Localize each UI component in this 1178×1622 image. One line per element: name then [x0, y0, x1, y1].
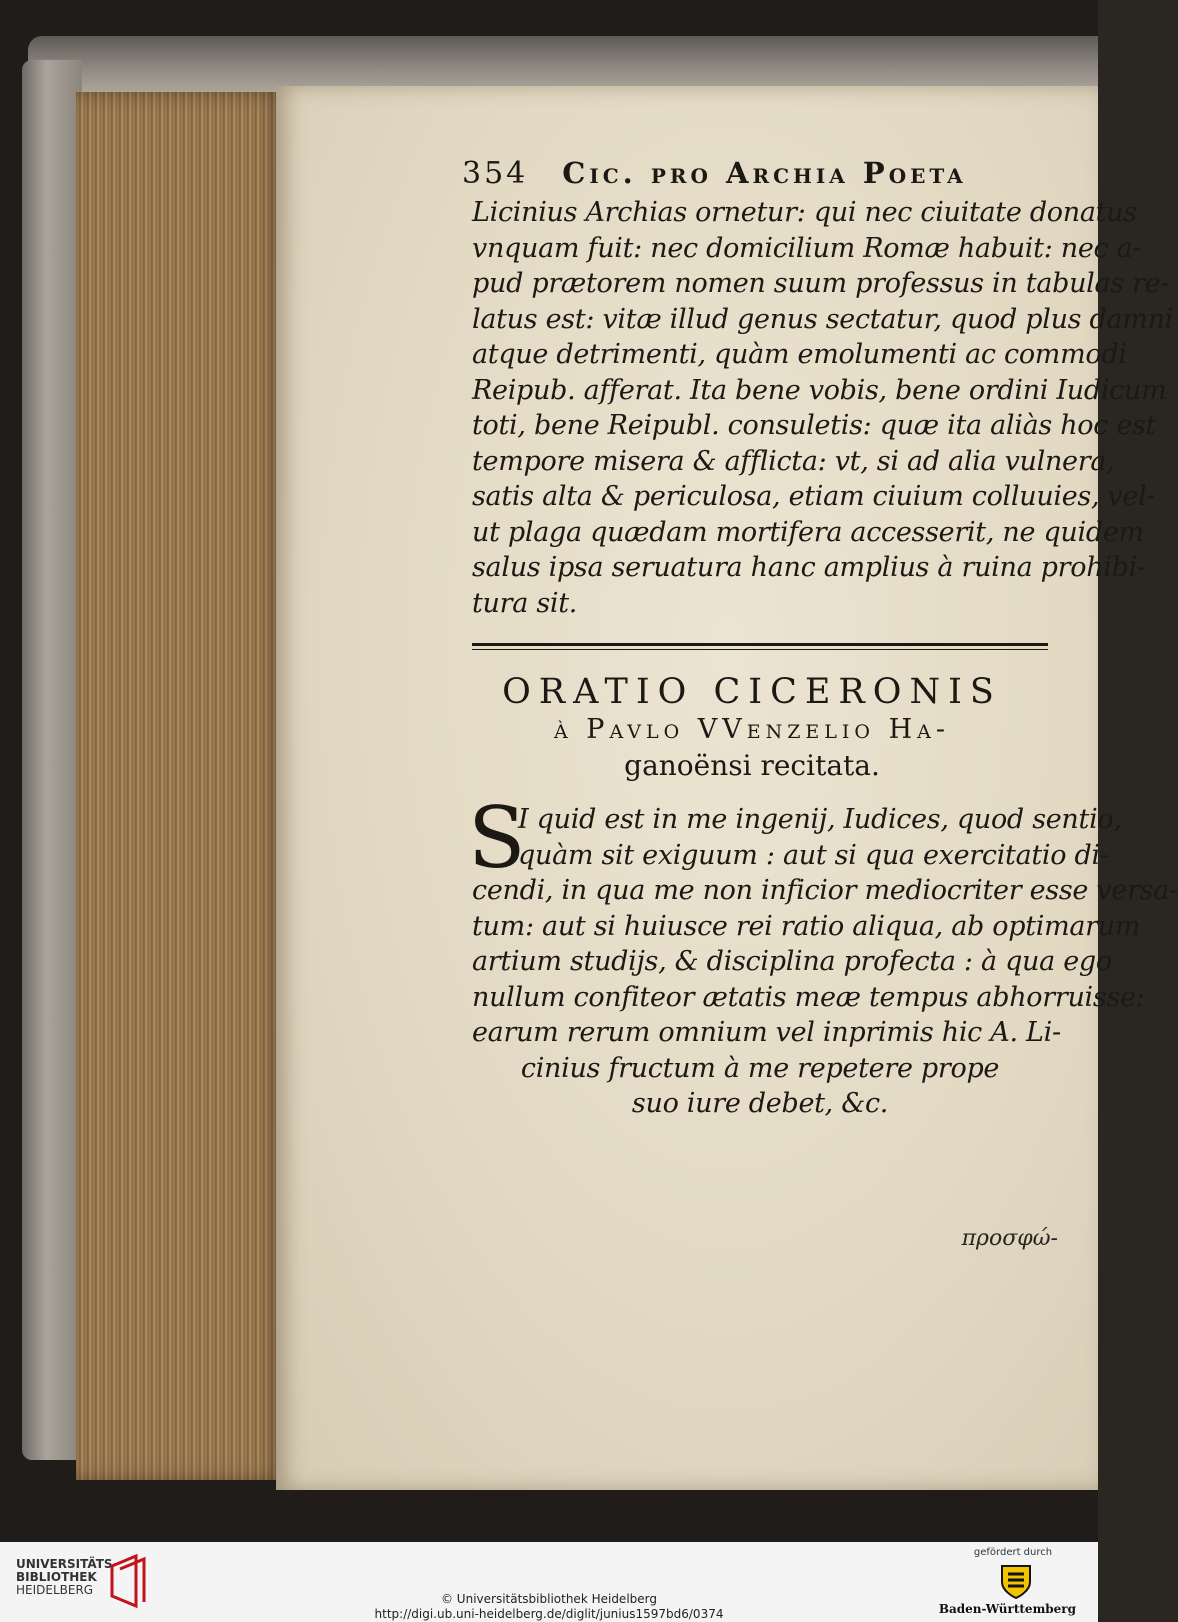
catchword: προσφώ- [961, 1226, 1058, 1251]
drop-cap: S [468, 789, 526, 887]
text-line: satis alta & periculosa, etiam ciuium colluuies, vel- [472, 481, 1156, 512]
text-line: quàm sit exiguum : aut si qua exercitatio di- [518, 839, 1109, 871]
section-divider [472, 643, 1048, 650]
oration-paragraph [468, 789, 1178, 1122]
page-edges [76, 92, 286, 1480]
footer-bar [0, 1542, 1098, 1622]
oration-title: ORATIO CICERONIS [502, 672, 1002, 712]
oration-subtitle-continued: ganoënsi recitata. [624, 749, 880, 782]
text-block [472, 195, 1174, 621]
text-line: atque detrimenti, quàm emolumenti ac commodi [472, 339, 1127, 370]
text-line: I quid est in me ingenij, Iudices, quod sentio, [518, 804, 1122, 835]
copyright-notice: © Universitätsbibliothek Heidelberg [440, 1592, 657, 1606]
text-line: toti, bene Reipubl. consuletis: quæ ita aliàs hoc est [472, 410, 1157, 441]
library-name-line: UNIVERSITÄTS- [16, 1557, 118, 1571]
baden-wuerttemberg-emblem-icon [998, 1562, 1034, 1600]
text-line: earum rerum omnium vel inprimis hic A. Li- [472, 1017, 1061, 1048]
library-name-line: BIBLIOTHEK [16, 1570, 97, 1584]
text-line: tempore misera & afflicta: vt, si ad alia vulnera, [472, 445, 1115, 477]
text-line: nullum confiteor ætatis meæ tempus abhorruisse: [472, 981, 1145, 1013]
running-header [462, 156, 1072, 191]
text-line: Reipub. afferat. Ita bene vobis, bene ordini Iudicum [472, 374, 1167, 406]
text-line: cendi, in qua me non inficior mediocriter esse versa- [472, 875, 1178, 906]
text-line: Licinius Archias ornetur: qui nec ciuitate donatus [472, 197, 1137, 228]
text-line: ut plaga quædam mortifera accesserit, ne quidem [472, 516, 1144, 548]
text-line: artium studijs, & disciplina profecta : à qua ego [472, 946, 1112, 977]
library-name-line: HEIDELBERG [16, 1583, 94, 1597]
oration-subtitle: à Pavlo VVenzelio Ha- [554, 714, 950, 745]
text-line: tum: aut si huiusce rei ratio aliqua, ab optimarum [472, 910, 1141, 942]
funded-by-label: gefördert durch [973, 1547, 1053, 1558]
page-number: 354 [462, 156, 529, 191]
running-head: Cic. pro Archia Poeta [562, 156, 967, 190]
text-line: salus ipsa seruatura hanc amplius à ruina prohibi- [472, 552, 1146, 583]
funder-name: Baden-Württemberg [938, 1602, 1076, 1616]
text-line: suo iure debet, &c. [631, 1088, 889, 1119]
book-page [276, 86, 1178, 1490]
text-line: latus est: vitæ illud genus sectatur, quod plus damni [472, 303, 1174, 335]
text-line: tura sit. [472, 587, 578, 619]
text-line: pud prætorem nomen suum professus in tabulas re- [472, 268, 1170, 299]
permalink-url[interactable]: http://digi.ub.uni-heidelberg.de/diglit/junius1597bd6/0374 [374, 1607, 724, 1621]
text-line: cinius fructum à me repetere prope [520, 1052, 1000, 1084]
book-spine [22, 60, 82, 1460]
text-line: vnquam fuit: nec domicilium Romæ habuit: nec a- [472, 232, 1142, 264]
page-text [462, 156, 1178, 1122]
